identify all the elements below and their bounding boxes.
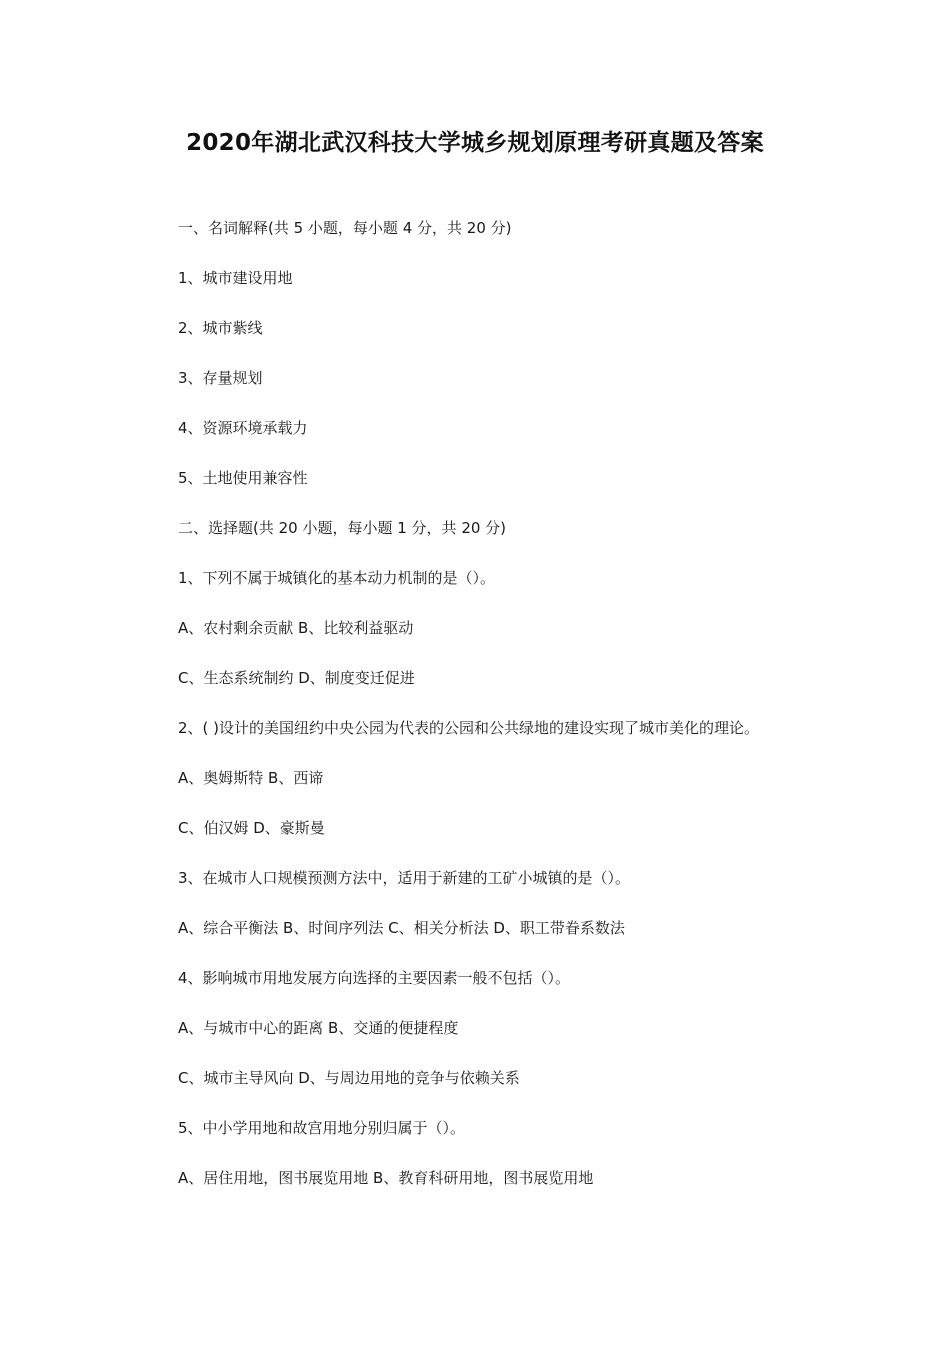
question: 4、影响城市用地发展方向选择的主要因素一般不包括（）。 [178,969,571,987]
answer-options: A、奥姆斯特 B、西谛 [178,769,324,787]
question: 3、在城市人口规模预测方法中，适用于新建的工矿小城镇的是（）。 [178,869,631,887]
question: 2、( )设计的美国纽约中央公园为代表的公园和公共绿地的建设实现了城市美化的理论。 [178,719,760,737]
list-item: 2、城市紫线 [178,319,263,337]
answer-options: A、综合平衡法 B、时间序列法 C、相关分析法 D、职工带眷系数法 [178,919,625,937]
question: 5、中小学用地和故宫用地分别归属于（）。 [178,1119,466,1137]
answer-options: C、生态系统制约 D、制度变迁促进 [178,669,415,687]
section-heading-multiple-choice: 二、选择题(共 20 小题，每小题 1 分，共 20 分) [178,519,507,537]
answer-options: C、伯汉姆 D、豪斯曼 [178,819,325,837]
answer-options: C、城市主导风向 D、与周边用地的竞争与依赖关系 [178,1069,520,1087]
document-title: 2020年湖北武汉科技大学城乡规划原理考研真题及答案 [186,130,764,156]
question: 1、下列不属于城镇化的基本动力机制的是（）。 [178,569,496,587]
document-body [178,216,878,1216]
section-heading-definitions: 一、名词解释(共 5 小题，每小题 4 分，共 20 分) [178,219,512,237]
list-item: 3、存量规划 [178,369,263,387]
answer-options: A、与城市中心的距离 B、交通的便捷程度 [178,1019,459,1037]
list-item: 4、资源环境承载力 [178,419,308,437]
answer-options: A、农村剩余贡献 B、比较利益驱动 [178,619,414,637]
answer-options: A、居住用地，图书展览用地 B、教育科研用地，图书展览用地 [178,1169,594,1187]
list-item: 5、土地使用兼容性 [178,469,308,487]
list-item: 1、城市建设用地 [178,269,293,287]
